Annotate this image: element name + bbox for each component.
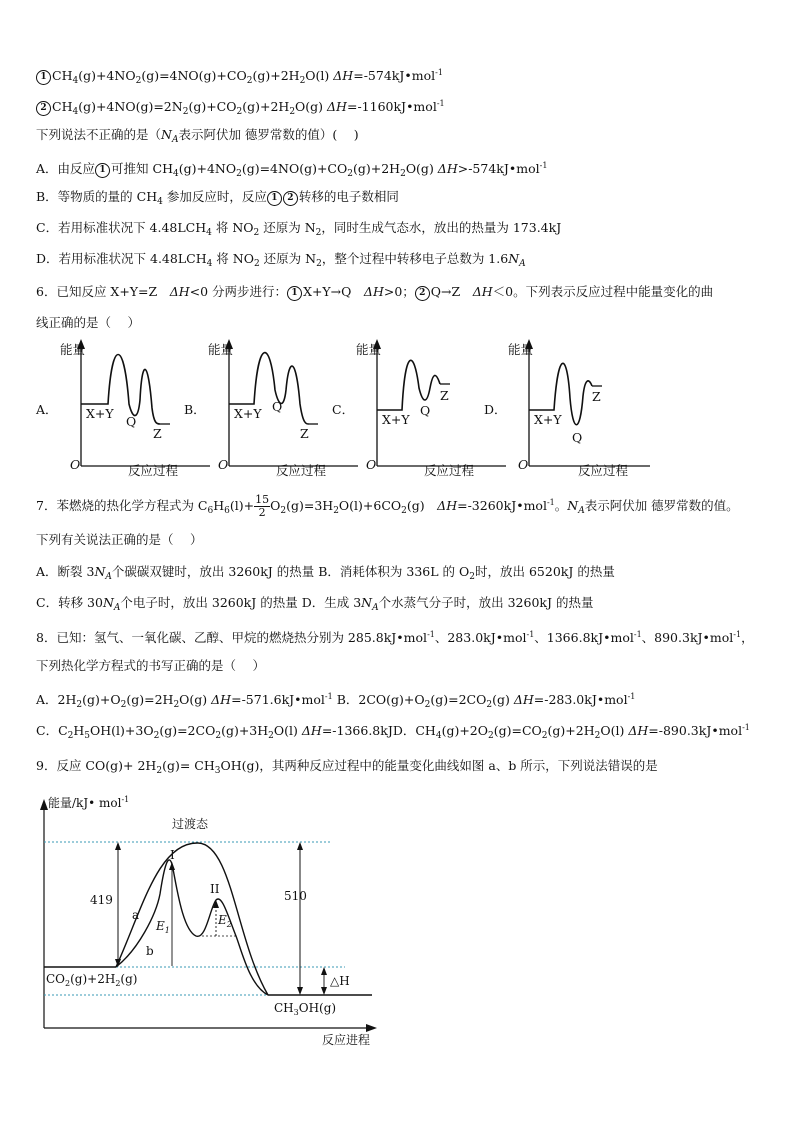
q7-options-ab: A．断裂 $3N_A$个碳碳双键时，放出 3260kJ 的热量 B．消耗体积为 336L 的 $O_2$时，放出 6520kJ 的热量 xyxy=(36,564,615,582)
q8-stem-line2: 下列热化学方程式的书写正确的是（ ） xyxy=(36,658,265,673)
svg-text:Q: Q xyxy=(272,399,283,414)
y-axis-arrow xyxy=(40,799,48,810)
label-product: $CH_3OH(g)$ xyxy=(274,1001,337,1017)
q5-option-a: A．由反应 1 可推知 $CH_4(g)+4NO_2(g)=4NO(g)+CO_2(g)+2H_2O(g)$ ΔH>-574kJ•mol$^{-1}$ xyxy=(36,161,548,179)
value-510: 510 xyxy=(284,889,307,903)
q8-stem-line1: 8．已知：氢气、一氧化碳、乙醇、甲烷的燃烧热分别为 285.8kJ•mol$^{-1}$、283.0kJ•mol$^{-1}$、1366.8kJ•mol$^{-1}$、890.3kJ•mol$^{-1}$， xyxy=(36,630,754,645)
label-e1: $E_1$ xyxy=(156,919,170,935)
svg-text:O: O xyxy=(518,457,529,472)
axis-y-label-top: 能量 xyxy=(60,342,86,357)
svg-text:Z: Z xyxy=(300,426,309,441)
q8-options-cd: C．$C_2H_5OH(l)+3O_2(g)=2CO_2(g)+3H_2O(l)$ ΔH=-1366.8kJD．$CH_4(g)+2O_2(g)=CO_2(g)+2H_2O(l)$ ΔH=-890.3kJ•mol$^{-1}$ xyxy=(36,723,750,741)
svg-text:X+Y: X+Y xyxy=(234,406,262,421)
svg-text:能量: 能量 xyxy=(356,342,382,357)
option-d-label: D． xyxy=(484,402,507,417)
label-transition-state: 过渡态 xyxy=(172,817,209,831)
option-c-label: C． xyxy=(332,402,355,417)
x-axis-label: 反应进程 xyxy=(322,1033,371,1047)
svg-text:X+Y: X+Y xyxy=(534,412,562,427)
q7-stem-line2: 下列有关说法正确的是（ ） xyxy=(36,532,203,547)
q6-stem-line1: 6．已知反应 X+Y=Z ΔH<0 分两步进行： 1 X+Y→Q ΔH>0； 2 Q→Z ΔH＜0。下列表示反应过程中能量变化的曲 xyxy=(36,284,714,299)
svg-text:Z: Z xyxy=(440,388,449,403)
circled-2: 2 xyxy=(36,101,51,116)
option-a-label: A． xyxy=(36,402,58,417)
svg-text:反应过程: 反应过程 xyxy=(276,463,327,478)
q5-option-b: B．等物质的量的 $CH_4$ 参加反应时，反应 1 2 转移的电子数相同 xyxy=(36,189,399,207)
label-i: I xyxy=(170,848,175,862)
svg-text:Z: Z xyxy=(592,389,601,404)
axis-x-label: 反应过程 xyxy=(128,463,179,478)
svg-text:能量: 能量 xyxy=(208,342,234,357)
svg-text:反应过程: 反应过程 xyxy=(424,463,475,478)
q6-diagram-d xyxy=(484,339,650,478)
q6-stem-line2: 线正确的是（ ） xyxy=(36,315,140,330)
q7-options-cd: C．转移 $30N_A$个电子时，放出 3260kJ 的热量 D．生成 $3N_A$个水蒸气分子时，放出 3260kJ 的热量 xyxy=(36,595,594,613)
svg-text:O: O xyxy=(366,457,377,472)
label-z: Z xyxy=(153,426,162,441)
q9-stem: 9．反应 $CO(g)+ 2H_2(g)= CH_3OH(g)$，其两种反应过程中的能量变化曲线如图 a、b 所示，下列说法错误的是 xyxy=(36,758,658,776)
svg-text:X+Y: X+Y xyxy=(382,412,410,427)
option-b-label: B． xyxy=(184,402,206,417)
q7-stem-line1: 7．苯燃烧的热化学方程式为 $C_6H_6(l)+$ $\frac{15}{2}$ $O_2(g)=3H_2O(l)+6CO_2(g)$ ΔH=-3260kJ•mol$^{-1}$。$N_A$表示阿伏加 德罗常数的值。 xyxy=(36,493,739,519)
y-axis-label: 能量/kJ• mol$^{-1}$ xyxy=(48,795,130,810)
origin-label: O xyxy=(70,457,81,472)
svg-text:反应过程: 反应过程 xyxy=(578,463,629,478)
circled-1: 1 xyxy=(36,70,51,85)
label-e2: $E_2$ xyxy=(218,913,232,929)
q8-options-ab: A．$2H_2(g)+O_2(g)=2H_2O(g)$ ΔH=-571.6kJ•mol$^{-1}$ B．$2CO(g)+O_2(g)=2CO_2(g)$ ΔH=-283.0kJ•mol$^{-1}$ xyxy=(36,692,636,710)
label-delta-h: △H xyxy=(330,974,350,988)
value-419: 419 xyxy=(90,893,113,907)
q5-option-c: C．若用标准状况下 $4.48LCH_4$ 将 $NO_2$ 还原为 $N_2$，同时生成气态水，放出的热量为 173.4kJ xyxy=(36,220,562,238)
label-reactants: $CO_2(g)+2H_2(g)$ xyxy=(46,972,138,988)
q9-energy-diagram xyxy=(30,790,390,1052)
q5-stem: 下列说法不正确的是（$N_A$表示阿伏加 德罗常数的值）( ) xyxy=(36,127,359,145)
q6-diagram-c xyxy=(332,339,506,478)
q5-eq1: 1 $CH_4(g)+4NO_2(g)=4NO(g)+CO_2(g)+2H_2O(l)$ ΔH=-574kJ•mol$^{-1}$ xyxy=(36,64,443,90)
label-ii: II xyxy=(210,882,220,896)
label-q: Q xyxy=(126,414,137,429)
svg-text:O: O xyxy=(218,457,229,472)
fraction-15-2: $\frac{15}{2}$ xyxy=(255,493,270,519)
q6-energy-diagrams xyxy=(30,338,650,480)
energy-curve-c xyxy=(377,360,440,410)
label-a: a xyxy=(132,908,140,922)
q5-eq2: 2 $CH_4(g)+4NO(g)=2N_2(g)+CO_2(g)+2H_2O(g)$ ΔH=-1160kJ•mol$^{-1}$ xyxy=(36,95,445,121)
svg-text:Q: Q xyxy=(420,403,431,418)
svg-text:能量: 能量 xyxy=(508,342,534,357)
x-axis-arrow xyxy=(366,1024,377,1032)
label-b: b xyxy=(146,944,154,958)
curve-b xyxy=(116,860,268,995)
label-xy: X+Y xyxy=(86,406,114,421)
svg-text:Q: Q xyxy=(572,430,583,445)
q5-option-d: D．若用标准状况下 $4.48LCH_4$ 将 $NO_2$ 还原为 $N_2$，整个过程中转移电子总数为 $1.6N_A$ xyxy=(36,251,526,269)
